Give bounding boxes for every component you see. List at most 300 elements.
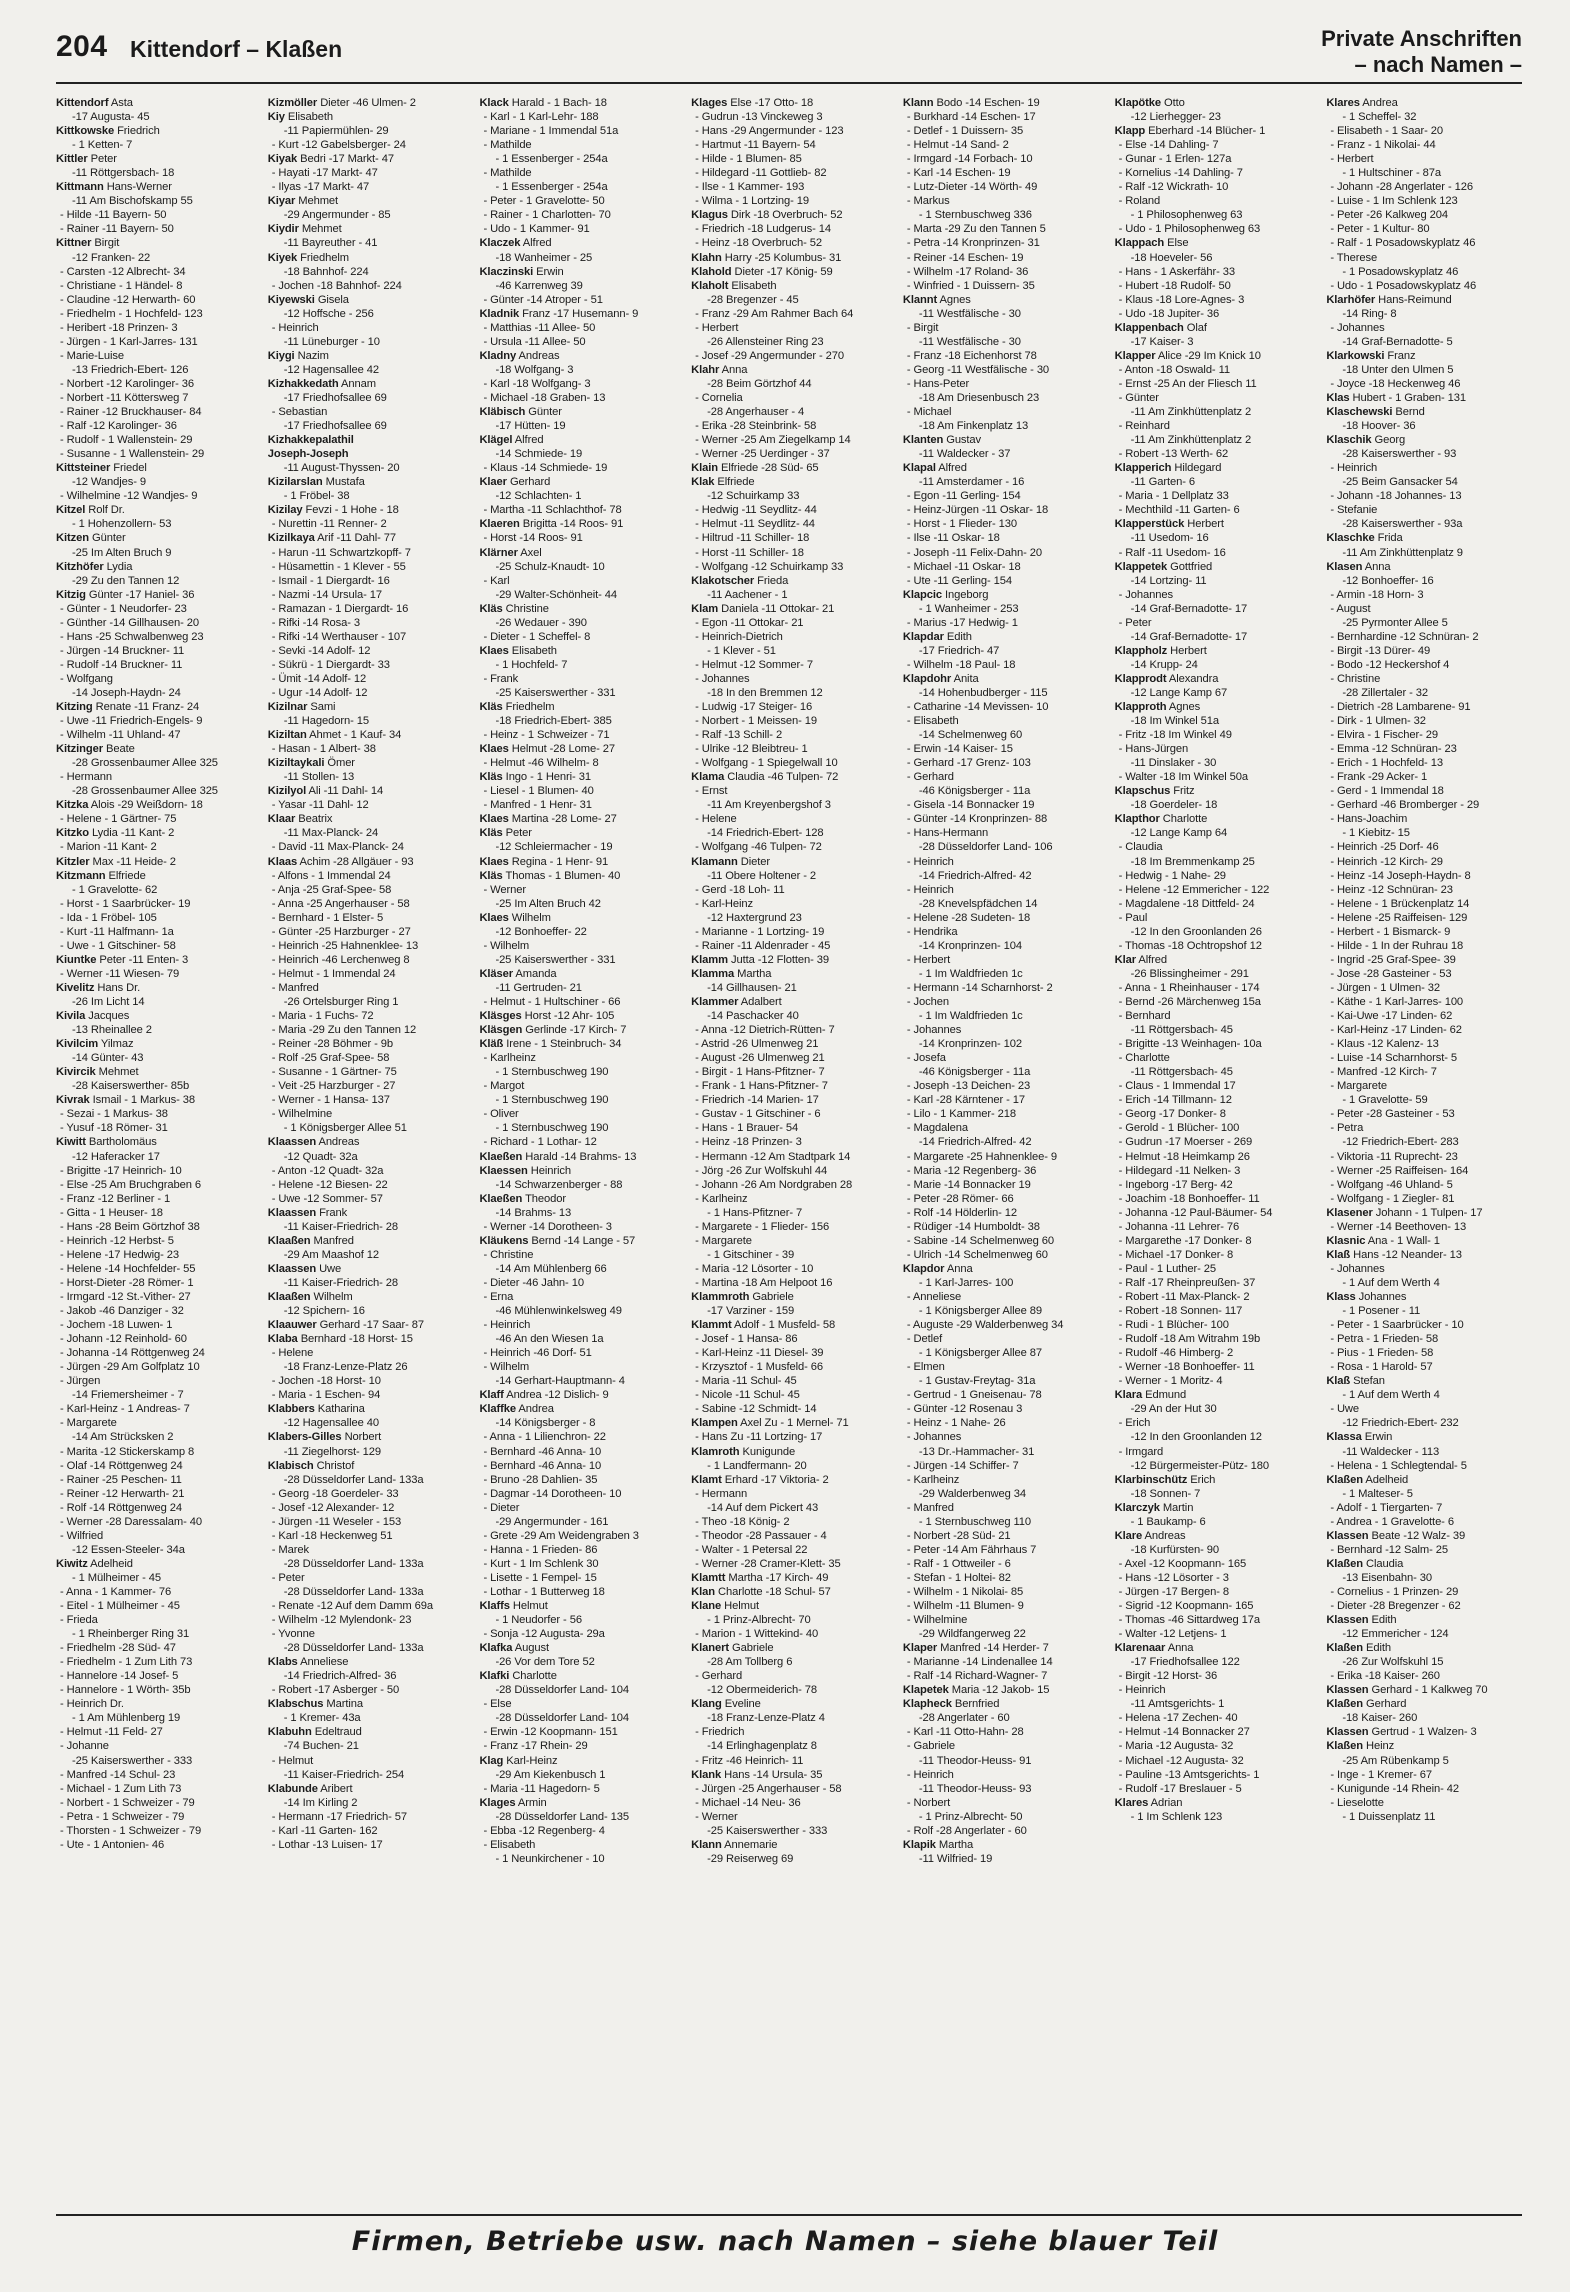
surname: Kizilyol <box>267 785 307 798</box>
directory-entry-line: - Christine <box>1330 672 1381 685</box>
directory-entry-line: - Ilyas -17 Markt- 47 <box>271 181 370 194</box>
directory-entry-line: - Michael -14 Neu- 36 <box>695 1796 801 1809</box>
directory-entry-line: - Anna - 1 Rheinhauser - 174 <box>1118 981 1260 994</box>
directory-entry-line: - Birgit - 1 Hans-Pfitzner- 7 <box>695 1066 825 1079</box>
directory-entry-line: -14 Gillhausen- 21 <box>707 981 797 994</box>
directory-entry-line: - Gerhard -46 Bromberger - 29 <box>1330 799 1480 812</box>
directory-entry-line: Kladny Andreas <box>479 349 560 362</box>
directory-entry-line: - Wilhelm -11 Blumen- 9 <box>906 1600 1024 1613</box>
directory-entry-line: -14 Gerhart-Hauptmann- 4 <box>495 1375 625 1388</box>
directory-entry-line: Klack Harald - 1 Bach- 18 <box>479 97 607 109</box>
directory-entry-line: - Ernst -25 An der Fliesch 11 <box>1118 377 1257 390</box>
directory-entry-line: -46 Königsberger - 11a <box>918 1066 1031 1079</box>
directory-entry-line: - Helena -17 Zechen- 40 <box>1118 1712 1238 1725</box>
directory-entry-line: - Friedrich <box>695 1726 745 1739</box>
directory-entry-line: -26 Im Licht 14 <box>72 996 145 1008</box>
directory-entry-line: Klarczyk Martin <box>1114 1501 1194 1514</box>
directory-entry-line: - Werner <box>695 1810 738 1823</box>
directory-entry-line: - Ingeborg -17 Berg- 42 <box>1118 1178 1233 1191</box>
directory-entry-line: Kläukens Bernd -14 Lange - 57 <box>479 1234 636 1247</box>
directory-entry-line: - Nurettin -11 Renner- 2 <box>271 518 387 531</box>
directory-entry-line: - Egon -11 Gerling- 154 <box>906 490 1021 503</box>
directory-entry-line: - Wolfgang -12 Schuirkamp 33 <box>695 560 844 573</box>
directory-entry-line: - Harun -11 Schwartzkopff- 7 <box>271 546 411 559</box>
directory-entry-line: -12 Quadt- 32a <box>283 1150 358 1163</box>
directory-entry-line: - Michael -11 Oskar- 18 <box>906 560 1021 573</box>
directory-entry-line: -25 Schulz-Knaudt- 10 <box>495 560 605 573</box>
surname: Klapal <box>902 462 936 475</box>
directory-column-7 <box>1326 96 1526 2202</box>
directory-entry-line: - Joseph -13 Deichen- 23 <box>906 1080 1031 1093</box>
directory-entry-line: Klappach Else <box>1114 237 1189 250</box>
directory-entry-line: - Manfred -14 Schul- 23 <box>60 1768 176 1781</box>
directory-entry-line: - Josef -29 Angermunder - 270 <box>695 349 844 362</box>
directory-entry-line: - Horst-Dieter -28 Römer- 1 <box>60 1276 194 1289</box>
directory-entry-line: Klägel Alfred <box>479 434 544 447</box>
directory-entry-line: - Karl-Heinz -11 Diesel- 39 <box>695 1347 824 1360</box>
directory-entry-line: - Markus <box>906 195 950 208</box>
directory-entry-line: - Renate -12 Auf dem Damm 69a <box>271 1600 433 1613</box>
directory-entry-line: - Robert -18 Sonnen- 117 <box>1118 1305 1243 1318</box>
directory-entry-line: - Anton -18 Oswald- 11 <box>1118 363 1230 376</box>
directory-entry-line: - Luise -14 Scharnhorst- 5 <box>1330 1052 1458 1065</box>
directory-entry-line: Klan Charlotte -18 Schul- 57 <box>691 1585 831 1598</box>
directory-entry-line: -29 Am Kiekenbusch 1 <box>495 1768 606 1781</box>
surname: Kläs <box>479 827 503 840</box>
directory-entry-line: Klapdar Edith <box>902 630 972 643</box>
directory-entry-line: - Dagmar -14 Dorotheen- 10 <box>483 1487 622 1500</box>
directory-entry-line: -11 Theodor-Heuss- 91 <box>918 1754 1032 1767</box>
directory-entry-line: -11 Usedom- 16 <box>1130 532 1209 545</box>
directory-entry-line: Kivelitz Hans Dr. <box>56 981 141 994</box>
directory-entry-line: -12 Schlachten- 1 <box>495 490 582 503</box>
directory-entry-line: Klaschke Frida <box>1326 532 1403 545</box>
directory-entry-line: - Rolf -28 Angerlater - 60 <box>906 1824 1027 1837</box>
directory-entry-line: -14 Am Mühlenberg 66 <box>495 1262 607 1275</box>
directory-entry-line: -11 Kaiser-Friedrich- 28 <box>283 1276 398 1289</box>
directory-entry-line: - Helene -12 Biesen- 22 <box>271 1178 388 1191</box>
directory-entry-line: - Horst -11 Schiller- 18 <box>695 546 804 559</box>
directory-entry-line: - Oliver <box>483 1108 519 1121</box>
directory-entry-line: Klapdor Anna <box>902 1262 973 1275</box>
directory-entry-line: - Sigrid -12 Koopmann- 165 <box>1118 1600 1254 1613</box>
directory-entry-line: - Astrid -26 Ulmenweg 21 <box>695 1038 819 1051</box>
directory-entry-line: - Margarete -25 Hahnenklee- 9 <box>906 1150 1057 1163</box>
directory-entry-line: - Rudolf -14 Bruckner- 11 <box>60 658 183 671</box>
directory-entry-line: - Yusuf -18 Römer- 31 <box>60 1122 168 1135</box>
surname: Klagus <box>691 209 728 222</box>
surname: Klaes <box>479 855 509 868</box>
directory-entry-line: -12 In den Groonlanden 12 <box>1130 1431 1262 1444</box>
directory-entry-line: - Anton -12 Quadt- 32a <box>271 1164 384 1177</box>
directory-entry-line: - 1 Im Waldfrieden 1c <box>918 1010 1023 1023</box>
surname: Kiziltan <box>267 729 307 742</box>
directory-entry-line: - Hilde -11 Bayern- 50 <box>60 209 167 222</box>
directory-entry-line: - Kurt - 1 Im Schlenk 30 <box>483 1557 599 1570</box>
directory-entry-line: - Wilhelm - 1 Nikolai- 85 <box>906 1585 1024 1598</box>
directory-entry-line: - 1 Posadowskyplatz 46 <box>1342 265 1459 278</box>
directory-entry-line: - Irmgard <box>1118 1445 1164 1458</box>
directory-entry-line: -25 Beim Gansacker 54 <box>1342 476 1458 489</box>
surname: Kläsges <box>479 1010 522 1023</box>
directory-entry-line: - Else -14 Dahling- 7 <box>1118 139 1219 152</box>
directory-entry-line: -18 Friedrich-Ebert- 385 <box>495 715 612 728</box>
directory-entry-line: - Günter <box>1118 391 1159 404</box>
directory-entry-line: - Günther -14 Gillhausen- 20 <box>60 616 199 629</box>
surname: Klägel <box>479 434 513 447</box>
directory-entry-line: Kivrak Ismail - 1 Markus- 38 <box>56 1094 195 1107</box>
surname: Kizhakkedath <box>267 377 339 390</box>
directory-entry-line: - Heinrich-Dietrich <box>695 630 783 643</box>
directory-entry-line: - Hendrika <box>906 925 958 938</box>
directory-entry-line: Kiziltaykali Ömer <box>267 757 355 770</box>
directory-entry-line: - Anna -12 Dietrich-Rütten- 7 <box>695 1024 835 1037</box>
directory-entry-line: - Liesel - 1 Blumen- 40 <box>483 785 594 798</box>
directory-entry-line: -13 Friedrich-Ebert- 126 <box>72 363 189 376</box>
directory-entry-line: - Detlef <box>906 1333 943 1346</box>
surname: Kivrak <box>56 1094 90 1107</box>
directory-entry-line: - Heinrich <box>1330 462 1378 475</box>
directory-entry-line: -18 Wolfgang- 3 <box>495 363 574 376</box>
directory-entry-line: -11 Theodor-Heuss- 93 <box>918 1782 1032 1795</box>
surname: Kiygi <box>267 349 295 362</box>
directory-entry-line: -12 Spichern- 16 <box>283 1305 365 1318</box>
surname: Klammroth <box>691 1290 750 1303</box>
directory-entry-line: Kitzen Günter <box>56 532 126 545</box>
directory-entry-line: - Helene -28 Sudeten- 18 <box>906 911 1031 924</box>
directory-entry-line: - Uwe <box>1330 1403 1360 1416</box>
directory-entry-line: -14 Kronprinzen- 102 <box>918 1038 1022 1051</box>
directory-entry-line: - Werner -28 Daressalam- 40 <box>60 1515 202 1528</box>
directory-entry-line: Klaassen Uwe <box>267 1262 342 1275</box>
surname: Klag <box>479 1754 504 1767</box>
directory-entry-line: - Rainer -12 Bruckhauser- 84 <box>60 406 202 419</box>
directory-entry-line: - Marius -17 Hedwig- 1 <box>906 616 1018 629</box>
directory-entry-line: Kläs Ingo - 1 Henri- 31 <box>479 771 591 784</box>
directory-entry-line: Klassen Beate -12 Walz- 39 <box>1326 1529 1466 1542</box>
directory-entry-line: - Burkhard -14 Eschen- 17 <box>906 111 1036 124</box>
directory-entry-line: - 1 Neunkirchener - 10 <box>495 1852 605 1865</box>
directory-entry-line: -26 Ortelsburger Ring 1 <box>283 996 399 1008</box>
directory-entry-line: Kiyewski Gisela <box>267 293 349 306</box>
directory-entry-line: - Peter - 1 Saarbrücker - 10 <box>1330 1319 1464 1332</box>
directory-entry-line: -11 Bayreuther - 41 <box>283 237 378 250</box>
directory-entry-line: - Heinrich -46 Dorf- 51 <box>483 1347 592 1360</box>
directory-entry-line: Kittkowske Friedrich <box>56 125 160 138</box>
directory-entry-line: - Bernhard -46 Anna- 10 <box>483 1445 602 1458</box>
directory-entry-line: Klag Karl-Heinz <box>479 1754 558 1767</box>
directory-entry-line: - Karl -11 Garten- 162 <box>271 1824 378 1837</box>
footer-note: Firmen, Betriebe usw. nach Namen – siehe blauer Teil <box>351 2226 1219 2257</box>
surname: Kiyewski <box>267 293 315 306</box>
directory-entry-line: - 1 Königsberger Allee 87 <box>918 1347 1043 1360</box>
directory-entry-line: Klares Andrea <box>1326 97 1398 109</box>
directory-entry-line: Kizilay Fevzi - 1 Hohe - 18 <box>267 504 399 517</box>
surname: Klaper <box>902 1642 938 1655</box>
surname: Kitzig <box>56 588 86 601</box>
directory-entry-line: - Margarethe -17 Donker- 8 <box>1118 1234 1252 1247</box>
directory-entry-line: - Heinrich <box>271 321 319 334</box>
directory-entry-line: -12 Haferacker 17 <box>72 1150 160 1163</box>
directory-entry-line: - Bodo -12 Heckershof 4 <box>1330 658 1450 671</box>
directory-entry-line: - Dieter - 1 Scheffel- 8 <box>483 630 591 643</box>
directory-entry-line: -28 Kaiserswerther - 93a <box>1342 518 1463 531</box>
directory-entry-line: - Jürgen - 1 Karl-Jarres- 131 <box>60 335 198 348</box>
surname: Kittner <box>56 237 92 250</box>
directory-entry-line: -25 Kaiserswerther - 331 <box>495 686 616 699</box>
directory-entry-line: - Joyce -18 Heckenweg 46 <box>1330 377 1461 390</box>
directory-entry-line: -18 In den Bremmen 12 <box>707 686 823 699</box>
directory-entry-line: -14 Friedrich-Alfred- 36 <box>283 1670 397 1683</box>
directory-entry-line: Klaaßen Manfred <box>267 1234 354 1247</box>
directory-entry-line: Kittner Birgit <box>56 237 120 250</box>
directory-entry-line: - Jochem -18 Luwen- 1 <box>60 1319 173 1332</box>
directory-entry-line: - Matthias -11 Allee- 50 <box>483 321 596 334</box>
directory-entry-line: - Helene - 1 Brückenplatz 14 <box>1330 897 1470 910</box>
directory-entry-line: - Yasar -11 Dahl- 12 <box>271 799 369 812</box>
directory-entry-line: - Maria - 1 Fuchs- 72 <box>271 1010 374 1023</box>
directory-entry-line: Klama Claudia -46 Tulpen- 72 <box>691 771 839 784</box>
directory-entry-line: -29 Walter-Schönheit- 44 <box>495 588 617 601</box>
directory-entry-line: -11 Hagedorn- 15 <box>283 715 369 728</box>
surname: Klappenbach <box>1114 321 1184 334</box>
surname: Klaassen <box>267 1206 317 1219</box>
directory-entry-line: Klanert Gabriele <box>691 1642 774 1655</box>
directory-entry-line: - Rifki -14 Werthauser - 107 <box>271 630 407 643</box>
directory-entry-line: - Christine <box>483 1248 534 1261</box>
directory-entry-line: -12 Hoffsche - 256 <box>283 307 374 320</box>
directory-entry-line: - Auguste -29 Walderbenweg 34 <box>906 1319 1064 1332</box>
directory-entry-line: Klahn Harry -25 Kolumbus- 31 <box>691 251 842 264</box>
directory-entry-line: - Grete -29 Am Weidengraben 3 <box>483 1529 639 1542</box>
directory-entry-line: - Ludwig -17 Steiger- 16 <box>695 701 813 714</box>
directory-entry-line: - Johanna -14 Röttgenweg 24 <box>60 1347 205 1360</box>
directory-entry-line: - 1 Im Waldfrieden 1c <box>918 967 1023 980</box>
directory-entry-line: - Horst - 1 Saarbrücker- 19 <box>60 897 191 910</box>
surname: Klassen <box>1326 1614 1369 1627</box>
directory-entry-line: Klapproth Agnes <box>1114 701 1201 714</box>
directory-entry-line: - Ralf - 1 Ottweiler - 6 <box>906 1557 1011 1570</box>
page-header <box>56 26 1522 76</box>
directory-entry-line: Klabers-Gilles Norbert <box>267 1431 382 1444</box>
directory-entry-line: - Herbert <box>1330 153 1374 166</box>
directory-entry-line: - Elisabeth <box>906 715 959 728</box>
directory-entry-line: - Karl-Heinz <box>695 897 754 910</box>
directory-entry-line: - Nicole -11 Schul- 45 <box>695 1389 800 1402</box>
directory-entry-line: Klamtt Martha -17 Kirch- 49 <box>691 1571 829 1584</box>
directory-entry-line: - Werner - 1 Hansa- 137 <box>271 1094 390 1107</box>
surname: Klaholt <box>691 279 729 292</box>
directory-entry-line: -14 Graf-Bernadotte- 17 <box>1130 602 1248 615</box>
directory-entry-line: - Johannes <box>1330 1262 1385 1275</box>
directory-entry-line: Klappholz Herbert <box>1114 644 1207 657</box>
directory-entry-line: Kizhakkedath Annam <box>267 377 376 390</box>
directory-entry-line: Klaff Andrea -12 Dislich- 9 <box>479 1389 609 1402</box>
directory-entry-line: - Karlheinz <box>695 1192 748 1205</box>
directory-entry-line: - Jürgen - 1 Ulmen- 32 <box>1330 981 1441 994</box>
directory-entry-line: - Martina -18 Am Helpoot 16 <box>695 1276 833 1289</box>
directory-entry-line: -25 Kaiserswerther - 333 <box>707 1824 828 1837</box>
directory-entry-line: - Joseph -11 Felix-Dahn- 20 <box>906 546 1043 559</box>
directory-entry-line: - Karl -14 Eschen- 19 <box>906 167 1011 180</box>
directory-entry-line: -25 Im Alten Bruch 42 <box>495 897 601 910</box>
surname: Kitzhöfer <box>56 560 104 573</box>
directory-entry-line: - Petra -14 Kronprinzen- 31 <box>906 237 1040 250</box>
directory-entry-line: - Norbert -12 Karolinger- 36 <box>60 377 194 390</box>
directory-entry-line: -13 Rheinallee 2 <box>72 1024 152 1037</box>
surname: Klaes <box>479 743 509 756</box>
directory-entry-line: - Paul - 1 Luther- 25 <box>1118 1262 1216 1275</box>
directory-entry-line: Klain Elfriede -28 Süd- 65 <box>691 462 819 475</box>
directory-entry-line: - Jochen -18 Horst- 10 <box>271 1375 381 1388</box>
directory-entry-line: Klanten Gustav <box>902 434 982 447</box>
surname: Klassen <box>1326 1684 1369 1697</box>
directory-entry-line: Klapperich Hildegard <box>1114 462 1222 475</box>
directory-entry-line: - Jürgen -14 Bruckner- 11 <box>60 644 185 657</box>
directory-entry-line: - Hans - 1 Askerfähr- 33 <box>1118 265 1235 278</box>
directory-entry-line: - Hans -28 Beim Görtzhof 38 <box>60 1220 200 1233</box>
directory-entry-line: Klann Bodo -14 Eschen- 19 <box>902 97 1040 109</box>
directory-entry-line: - Hedwig - 1 Nahe- 29 <box>1118 869 1226 882</box>
directory-entry-line: Kitzmann Elfriede <box>56 869 146 882</box>
directory-entry-line: - Karl -18 Heckenweg 51 <box>271 1529 393 1542</box>
directory-entry-line: - Sezai - 1 Markus- 38 <box>60 1108 168 1121</box>
surname: Klaeren <box>479 518 520 531</box>
directory-entry-line: -46 Königsberger - 11a <box>918 785 1031 798</box>
directory-entry-line: - Georg -11 Westfälische - 30 <box>906 363 1050 376</box>
directory-entry-line: -17 Kaiser- 3 <box>1130 335 1194 348</box>
directory-entry-line: - 1 Philosophenweg 63 <box>1130 209 1243 222</box>
directory-entry-line: -28 Kaiserswerther - 93 <box>1342 448 1457 461</box>
directory-entry-line: - Erwin -12 Koopmann- 151 <box>483 1726 618 1739</box>
directory-entry-line: - Wilhelm -12 Mylendonk- 23 <box>271 1614 412 1627</box>
directory-entry-line: Klaß Stefan <box>1326 1375 1385 1388</box>
directory-entry-line: -13 Eisenbahn- 30 <box>1342 1571 1433 1584</box>
directory-entry-line: - Herbert - 1 Bismarck- 9 <box>1330 925 1451 938</box>
directory-entry-line: - Rüdiger -14 Humboldt- 38 <box>906 1220 1040 1233</box>
directory-entry-line: - Ralf -12 Wickrath- 10 <box>1118 181 1229 194</box>
directory-entry-line: Kitzel Rolf Dr. <box>56 504 125 517</box>
directory-entry-line: - 1 Fröbel- 38 <box>283 490 350 503</box>
directory-entry-line: -28 Zillertaler - 32 <box>1342 686 1428 699</box>
directory-entry-line: - Karl-Heinz -17 Linden- 62 <box>1330 1024 1462 1037</box>
directory-entry-line: -46 An den Wiesen 1a <box>495 1333 604 1346</box>
directory-entry-line: - Lisette - 1 Fempel- 15 <box>483 1571 597 1584</box>
directory-entry-line: - Norbert <box>906 1796 951 1809</box>
directory-entry-line: - Erich - 1 Hochfeld- 13 <box>1330 757 1443 770</box>
directory-entry-line: - Pauline -13 Amtsgerichts- 1 <box>1118 1768 1260 1781</box>
directory-entry-line: - Dieter -28 Bregenzer - 62 <box>1330 1600 1461 1613</box>
directory-entry-line: - Günter -14 Kronprinzen- 88 <box>906 813 1048 826</box>
directory-entry-line: - 1 Essenberger - 254a <box>495 181 608 194</box>
directory-entry-line: - Heinz -14 Joseph-Haydn- 8 <box>1330 869 1471 882</box>
directory-entry-line: - Franz -17 Rhein- 29 <box>483 1740 588 1753</box>
directory-entry-line: - Johann -12 Reinhold- 60 <box>60 1333 187 1346</box>
directory-entry-line: - Sebastian <box>271 406 328 419</box>
directory-entry-line: - 1 Neudorfer - 56 <box>495 1614 582 1627</box>
directory-entry-line: - Hiltrud -11 Schiller- 18 <box>695 532 810 545</box>
directory-entry-line: - Bernd -26 Märchenweg 15a <box>1118 996 1261 1008</box>
directory-entry-line: - 1 Sternbuschweg 190 <box>495 1094 609 1107</box>
directory-entry-line: Klaczinski Erwin <box>479 265 564 278</box>
directory-entry-line: Klann Annemarie <box>691 1838 778 1851</box>
directory-entry-line: -11 Westfälische - 30 <box>918 335 1021 348</box>
directory-entry-line: - Hans-Peter <box>906 377 970 390</box>
directory-entry-line: -14 Lortzing- 11 <box>1130 574 1207 587</box>
directory-entry-line: Klabbers Katharina <box>267 1403 365 1416</box>
surname: Klaschewski <box>1326 406 1393 419</box>
directory-entry-line: Klabs Anneliese <box>267 1656 349 1669</box>
directory-entry-line: - August -26 Ulmenweg 21 <box>695 1052 825 1065</box>
directory-entry-line: -18 Franz-Lenze-Platz 26 <box>283 1361 408 1374</box>
directory-entry-line: - Karl-Heinz - 1 Andreas- 7 <box>60 1403 190 1416</box>
directory-entry-line: - Hans Zu -11 Lortzing- 17 <box>695 1431 823 1444</box>
surname: Klammer <box>691 996 739 1008</box>
directory-entry-line: - Marek <box>271 1543 309 1556</box>
directory-entry-line: - Wilhelm -11 Uhland- 47 <box>60 729 181 742</box>
directory-entry-line: Klapper Alice -29 Im Knick 10 <box>1114 349 1261 362</box>
directory-entry-line: - Rolf -14 Hölderlin- 12 <box>906 1206 1018 1219</box>
directory-entry-line: - Udo - 1 Philosophenweg 63 <box>1118 223 1261 236</box>
directory-entry-line: -18 Hoeveler- 56 <box>1130 251 1213 264</box>
directory-entry-line: - Andrea - 1 Gravelotte- 6 <box>1330 1515 1454 1528</box>
surname: Kizmöller <box>267 97 318 109</box>
directory-entry-line: -12 Franken- 22 <box>72 251 151 264</box>
directory-entry-line: - Jakob -46 Danziger - 32 <box>60 1305 184 1318</box>
directory-entry-line: - 1 Hans-Pfitzner- 7 <box>707 1206 803 1219</box>
directory-entry-line: - Franz -12 Berliner - 1 <box>60 1192 171 1205</box>
directory-entry-line: - Heinrich <box>483 1319 531 1332</box>
directory-entry-line: - Helmut -11 Feld- 27 <box>60 1726 163 1739</box>
directory-entry-line: -28 Grossenbaumer Allee 325 <box>72 757 218 770</box>
directory-entry-line: - Sonja -12 Augusta- 29a <box>483 1628 605 1641</box>
directory-entry-line: Klages Else -17 Otto- 18 <box>691 97 814 109</box>
directory-entry-line: - Gitta - 1 Heuser- 18 <box>60 1206 163 1219</box>
directory-entry-line: - Lieselotte <box>1330 1796 1384 1809</box>
directory-entry-line: - Klaus -18 Lore-Agnes- 3 <box>1118 293 1245 306</box>
directory-entry-line <box>268 433 468 447</box>
directory-entry-line: - Winfried - 1 Duissern- 35 <box>906 279 1035 292</box>
directory-entry-line: - 1 Gravelotte- 59 <box>1342 1094 1428 1107</box>
directory-entry-line: - Erich <box>1118 1417 1151 1430</box>
directory-entry-line: Klasnic Ana - 1 Wall- 1 <box>1326 1234 1440 1247</box>
surname: Klaar <box>267 813 296 826</box>
directory-column-2 <box>268 96 468 2202</box>
surname: Kläsgen <box>479 1024 523 1037</box>
directory-entry-line: -11 Westfälische - 30 <box>918 307 1021 320</box>
directory-entry-line: Kläs Peter <box>479 827 532 840</box>
directory-entry-line: - Jürgen -14 Schiffer- 7 <box>906 1459 1019 1472</box>
directory-entry-line: - Werner - 1 Moritz- 4 <box>1118 1375 1223 1388</box>
directory-entry-line: - 1 Posener - 11 <box>1342 1305 1421 1318</box>
directory-entry-line: - Brigitte -13 Weinhagen- 10a <box>1118 1038 1262 1051</box>
directory-entry-line: - Hasan - 1 Albert- 38 <box>271 743 376 756</box>
surname: Kitzka <box>56 799 89 812</box>
directory-entry-line: -18 Am Driesenbusch 23 <box>918 391 1040 404</box>
directory-entry-line: -14 Schelmenweg 60 <box>918 729 1023 742</box>
surname: Kitzmann <box>56 869 106 882</box>
directory-entry-line: Klaeßen Harald -14 Brahms- 13 <box>479 1150 637 1163</box>
directory-entry-line: - 1 Im Schlenk 123 <box>1130 1810 1223 1823</box>
directory-entry-line: - Johann -18 Johannes- 13 <box>1330 490 1462 503</box>
directory-entry-line: - Stefan - 1 Holtei- 82 <box>906 1571 1011 1584</box>
directory-entry-line: -12 Friedrich-Ebert- 232 <box>1342 1417 1459 1430</box>
directory-entry-line: - Georg -18 Goerdeler- 33 <box>271 1487 399 1500</box>
directory-entry-line: - Ulrike -12 Bleibtreu- 1 <box>695 743 808 756</box>
surname: Klaffs <box>479 1600 510 1613</box>
directory-entry-line: - Wilfried <box>60 1529 104 1542</box>
directory-entry-line: - Robert -17 Asberger - 50 <box>271 1684 400 1697</box>
